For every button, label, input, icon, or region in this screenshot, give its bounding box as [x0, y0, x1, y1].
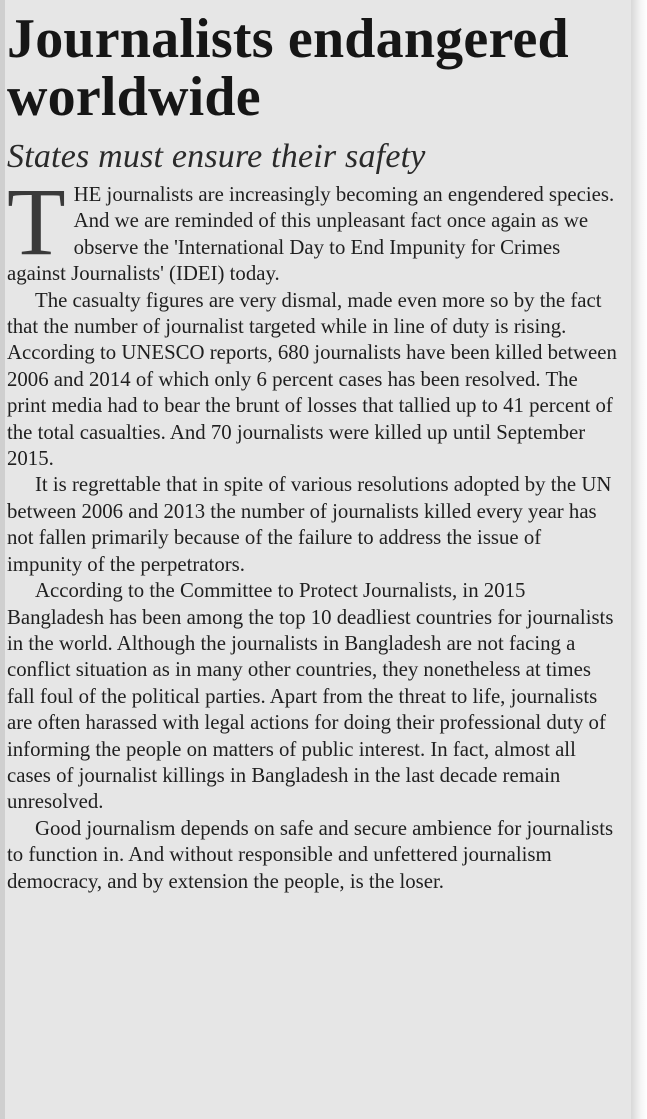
subheadline: States must ensure their safety: [7, 138, 426, 175]
article-body: [7, 168, 617, 895]
paragraph-5: Good journalism depends on safe and secure ambience for journalists to function in. And without responsible and unfettered journalism democracy, and by extension the people, is the loser.: [7, 816, 614, 893]
paragraph-2: The casualty figures are very dismal, made even more so by the fact that the number of journalist targeted while in line of duty is rising. According to UNESCO reports, 680 journalists have been killed between 2006 and 2014 of which only 6 percent cases has been resolved. The print media had to bear the brunt of losses that tallied up to 41 percent of the total casualties. And 70 journalists were killed up until September 2015.: [7, 288, 617, 471]
headline: Journalists endangered worldwide: [7, 8, 569, 128]
paragraph-1: [7, 168, 617, 288]
paragraph-1-text: HE journalists are increasingly becoming an engendered species. And we are reminded of this unpleasant fact once again as we observe the 'International Day to End Impunity for Crimes against Journalists' (IDEI) today.: [7, 183, 615, 286]
paragraph-4: According to the Committee to Protect Journalists, in 2015 Bangladesh has been among the top 10 deadliest countries for journalists in the world. Although the journalists in Bangladesh are not facing a conflict situation as in many other countries, they nonetheless at times fall foul of the political parties. Apart from the threat to life, journalists are often harassed with legal actions for doing their professional duty of informing the people on matters of public interest. In fact, almost all cases of journalist killings in Bangladesh in the last decade remain unresolved.: [7, 579, 614, 814]
editorial-article: [7, 10, 617, 895]
page-left-edge: [0, 0, 5, 1119]
paragraph-3: It is regrettable that in spite of various resolutions adopted by the UN between 2006 and 2013 the number of journalists killed every year has not fallen primarily because of the failure to address the issue of impunity of the perpetrators.: [7, 473, 612, 576]
page-right-edge: [631, 0, 647, 1119]
drop-cap: T: [7, 168, 66, 275]
